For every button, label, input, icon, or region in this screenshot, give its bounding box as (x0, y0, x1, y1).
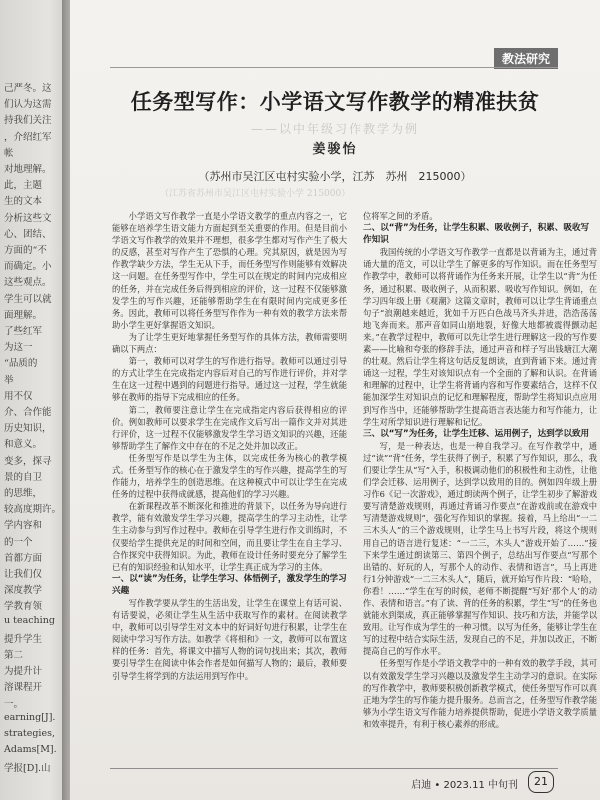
right-column (363, 210, 597, 730)
prev-page-fragment: 的一个 (4, 536, 33, 548)
prev-page-fragment: 深度教学 (4, 585, 43, 597)
paragraph: 任务型写作是以学生为主体，以完成任务为核心的教学模式。任务型写作的核心在于激发学生的写作兴趣，提高学生的写作能力，培养学生的创造思维。在这种模式中可以让学生在完成任务的过程中获得成就感，提高他们的学习兴趣。 (112, 452, 347, 500)
section-heading: 一、以“读”为任务，让学生学习、体悟例子，激发学生的学习兴趣 (112, 573, 347, 596)
prev-page-fragment: 介、合作能 (4, 407, 52, 418)
prev-page-fragment: 面理解。 (4, 309, 43, 321)
author-affiliation: （苏州市吴江区屯村实验小学，江苏 苏州 215000） (198, 170, 472, 183)
prev-page-fragment: 历史知识， (4, 423, 52, 435)
prev-page-fragment: 一。 (4, 698, 24, 710)
paragraph: 写，是一种表达，也是一种自我学习。在写作教学中，通过“读”“背”任务，学生获得了例子，积累了写作知识，那么，我们要让学生从“写”入手，积极调动他们的积极性和主动性，让他们学会迁移、运用例子，达到学以致用的目的。例如四年级上册习作6《记一次游戏》，通过朗读两个例子，让学生初步了解游戏要写清楚游戏规则，再通过背诵习作要点“在游戏前或在游戏中写清楚游戏规则”，强化写作知识的掌握。接着，马上给出“一二三木头人”的三个游戏规则，让学生马上书写片段，将这个规则用自己的语言进行复述：“一二三，木头人”游戏开始了……”接下来学生通过朗读第三、第四个例子，总结出写作要点“写那个出错的、好玩的人，写那个人的动作、表情和语言”，马上再进行1分钟游戏“一二三木头人”，随后，就开始写作片段：“哈哈，你看！……”学生在写的时候，老师不断提醒“写好‘那个人’的动作、表情和语言。”有了读、背的任务的积累，学生“写”的任务也就能水到渠成，真正能够掌握写作知识、技巧和方法，并能学以致用。让写作成为学生的一种习惯。以写为任务，能够让学生在写的过程中结合实际生活，发现自己的不足，并加以改正，不断提高自己的写作水平。 (363, 440, 597, 657)
paragraph: 在新课程改革不断深化和推进的背景下，以任务为导向进行教学，能有效激发学生学习兴趣，提高学生的学习主动性，让学生主动参与到写作过程中。教师在引导学生进行作文训练时，不仅要给学生提供充足的时间和空间，而且要让学生在自主学习、合作探究中获得知识。为此，教师在设计任务时要充分了解学生已有的知识经验和认知水平，让学生真正成为学习的主体。 (112, 501, 347, 572)
previous-page (0, 0, 70, 800)
header-rule (110, 67, 558, 68)
prev-page-fragment: earning[J]. (4, 711, 56, 723)
prev-page-fragment: 较高度期许。 (4, 504, 62, 516)
ghost-subtitle: ——以中年级习作教学为例 (250, 122, 419, 136)
prev-page-fragment: 分析这些文 (4, 212, 52, 224)
journal-page (70, 0, 600, 800)
prev-page-fragment: 景的自卫 (4, 471, 43, 483)
prev-page-fragment: 第二 (4, 650, 24, 661)
paragraph: 第一，教师可以对学生的写作进行指导。教师可以通过引导的方式让学生在完成指定内容后对自己的写作进行评价，并对学生在这一过程中遇到的问题进行指导。通过这一过程，学生就能够在教师的指导下完成相应的任务。 (112, 356, 347, 403)
prev-page-fragment: u teaching (4, 614, 55, 626)
prev-page-fragment: 为这一 (4, 342, 33, 354)
prev-page-fragment: 方面的“不 (4, 245, 47, 256)
section-heading: 二、以“背”为任务，让学生积累、吸收例子，积累、吸收写作知识 (363, 223, 590, 246)
prev-page-fragment: 学生可以就 (4, 293, 52, 305)
section-heading: 三、以“写”为任务，让学生迁移、运用例子，达到学以致用 (363, 428, 590, 439)
prev-page-fragment: 和意义。 (4, 439, 43, 451)
prev-page-fragment: 的思维， (4, 488, 43, 499)
journal-info: 启迪 • 2023.11 中旬刊 (411, 780, 518, 791)
prev-page-fragment: strategies, (4, 728, 55, 739)
paragraph: 第二，教师要注意让学生在完成指定内容后获得相应的评价。例如教师可以要求学生在完成作文后写出一篇作文并对其进行评价，这一过程不仅能够激发学生学习语文知识的兴趣，还能够帮助学生了解作文中存在的不足之处并加以改正。 (112, 404, 347, 451)
prev-page-fragment: 举 (4, 374, 14, 386)
paragraph: 为了让学生更好地掌握任务型写作的具体方法，教师需要明确以下两点： (112, 331, 347, 355)
page-number: 21 (528, 771, 554, 793)
prev-page-fragment: ，介绍红军 (4, 131, 52, 143)
prev-page-fragment: 心、团结、 (4, 228, 52, 240)
prev-page-fragment: 们认为这需 (4, 99, 52, 111)
author-name: 姜骏怡 (312, 142, 358, 157)
ghost-affiliation: （江苏省苏州市吴江区屯村实验小学 215000） (160, 189, 351, 199)
paragraph: 我国传统的小学语文写作教学一直都是以背诵为主，通过背诵大量的范文，可以让学生了解更多的写作知识。而在任务型写作教学中，教师可以将背诵作为任务来开展，让学生以“背”为任务，通过积累、吸收例子，从而积累、吸收写作知识。例如，在学习四年级上册《观潮》这篇文章时，教师可以让学生背诵重点句子“浪潮越来越近，犹如千万匹白色战马齐头并进，浩浩荡荡地飞奔而来。那声音如同山崩地裂，好像大地都被震得颤动起来。”在教学过程中，教师可以先让学生进行理解这一段的写作要素——比喻和夸张的修辞手法，通过声音和样子写出钱塘江大潮的壮观。然后让学生将这句话反复朗读，直到背诵下来。通过背诵这一过程，学生对该知识点有一个全面的了解和认识。在背诵和理解的过程中，让学生将背诵内容和写作要素结合，这样不仅能加深学生对知识点的记忆和理解程度，帮助学生将知识点应用到写作当中，还能够帮助学生提高语言表达能力和写作能力，让学生对所学知识进行理解和记忆。 (363, 247, 597, 427)
prev-page-fragment: 用不仅 (4, 390, 33, 402)
prev-page-fragment: 变多，探寻 (4, 455, 52, 467)
prev-page-fragment: 学内容和 (4, 520, 43, 532)
prev-page-fragment: 学报[D].山 (4, 763, 51, 775)
prev-page-fragment: “品质的 (4, 358, 38, 370)
prev-page-fragment: 让我们仅 (4, 569, 43, 580)
prev-page-fragment: 为提升计 (4, 666, 43, 678)
prev-page-fragment: 了些红军 (4, 326, 43, 337)
prev-page-fragment: 此，主题 (4, 180, 43, 192)
paragraph: 位将军之间的矛盾。 (363, 211, 438, 221)
prev-page-fragment: 而确定。小 (4, 261, 52, 273)
paragraph: 小学语文写作教学一直是小学语文教学的重点内容之一，它能够在培养学生语文能力方面起到至关重要的作用。但是目前小学语文写作教学的效果并不理想，很多学生都对写作产生了极大的反感，甚至对写作产生了恐惧的心理。究其原因，就是因为写作教学缺少方法，学生无从下手，而任务型写作则能够有效解决这一问题。在任务型写作中，学生可以在规定的时间内完成相应的任务，并在完成任务后得到相应的评价，这一过程不仅能够激发学生的写作兴趣，还能够帮助学生在有限时间内完成更多任务。因此，教师可以将任务型写作作为一种有效的教学方法来帮助小学生更好掌握语文知识。 (112, 211, 347, 330)
left-column (112, 210, 347, 682)
paragraph: 写作教学要从学生的生活出发，让学生在课堂上有话可说、有话要说，必须让学生从生活中获取写作的素材。在阅读教学中，教师可以引导学生对文本中的好词好句进行积累，让学生在阅读中学习写作方法。如教学《将相和》一文，教师可以布置这样的任务：首先，将课文中描写人物的词句找出来；其次，教师要引导学生在阅读中体会作者是如何描写人物的；最后，教师要引导学生将学到的方法运用到写作中。 (112, 598, 347, 681)
prev-page-fragment: 己严冬。这 (4, 83, 52, 94)
article-title: 任务型写作：小学语文写作教学的精准扶贫 (130, 90, 540, 114)
prev-page-fragment: 对地理解。 (4, 164, 52, 175)
footer-rule (110, 768, 558, 769)
prev-page-fragment: 学教育领 (4, 601, 43, 613)
section-tag: 教法研究 (494, 48, 558, 69)
prev-page-fragment: 帐 (4, 147, 14, 159)
prev-page-fragment: Adams[M]. (4, 744, 57, 756)
prev-page-fragment: 这些观点。 (4, 277, 52, 289)
prev-page-fragment: 持我们关注 (4, 115, 52, 127)
prev-page-fragment: 生的文本 (4, 196, 43, 208)
paragraph: 任务型写作是小学语文教学中的一种有效的教学手段，其可以有效激发学生学习兴趣以及激发学生主动学习的意识。在实际的写作教学中，教师要积极创新教学模式，使任务型写作可以真正地为学生的写作能力提升服务。总而言之，任务型写作教学能够为小学生语文写作能力培养提供帮助，促进小学语文教学质量和效率提升，有利于核心素养的形成。 (363, 658, 597, 729)
prev-page-fragment: 首都方面 (4, 552, 43, 564)
prev-page-fragment: 溶课程开 (4, 682, 43, 694)
prev-page-fragment: 提升学生 (4, 633, 43, 645)
